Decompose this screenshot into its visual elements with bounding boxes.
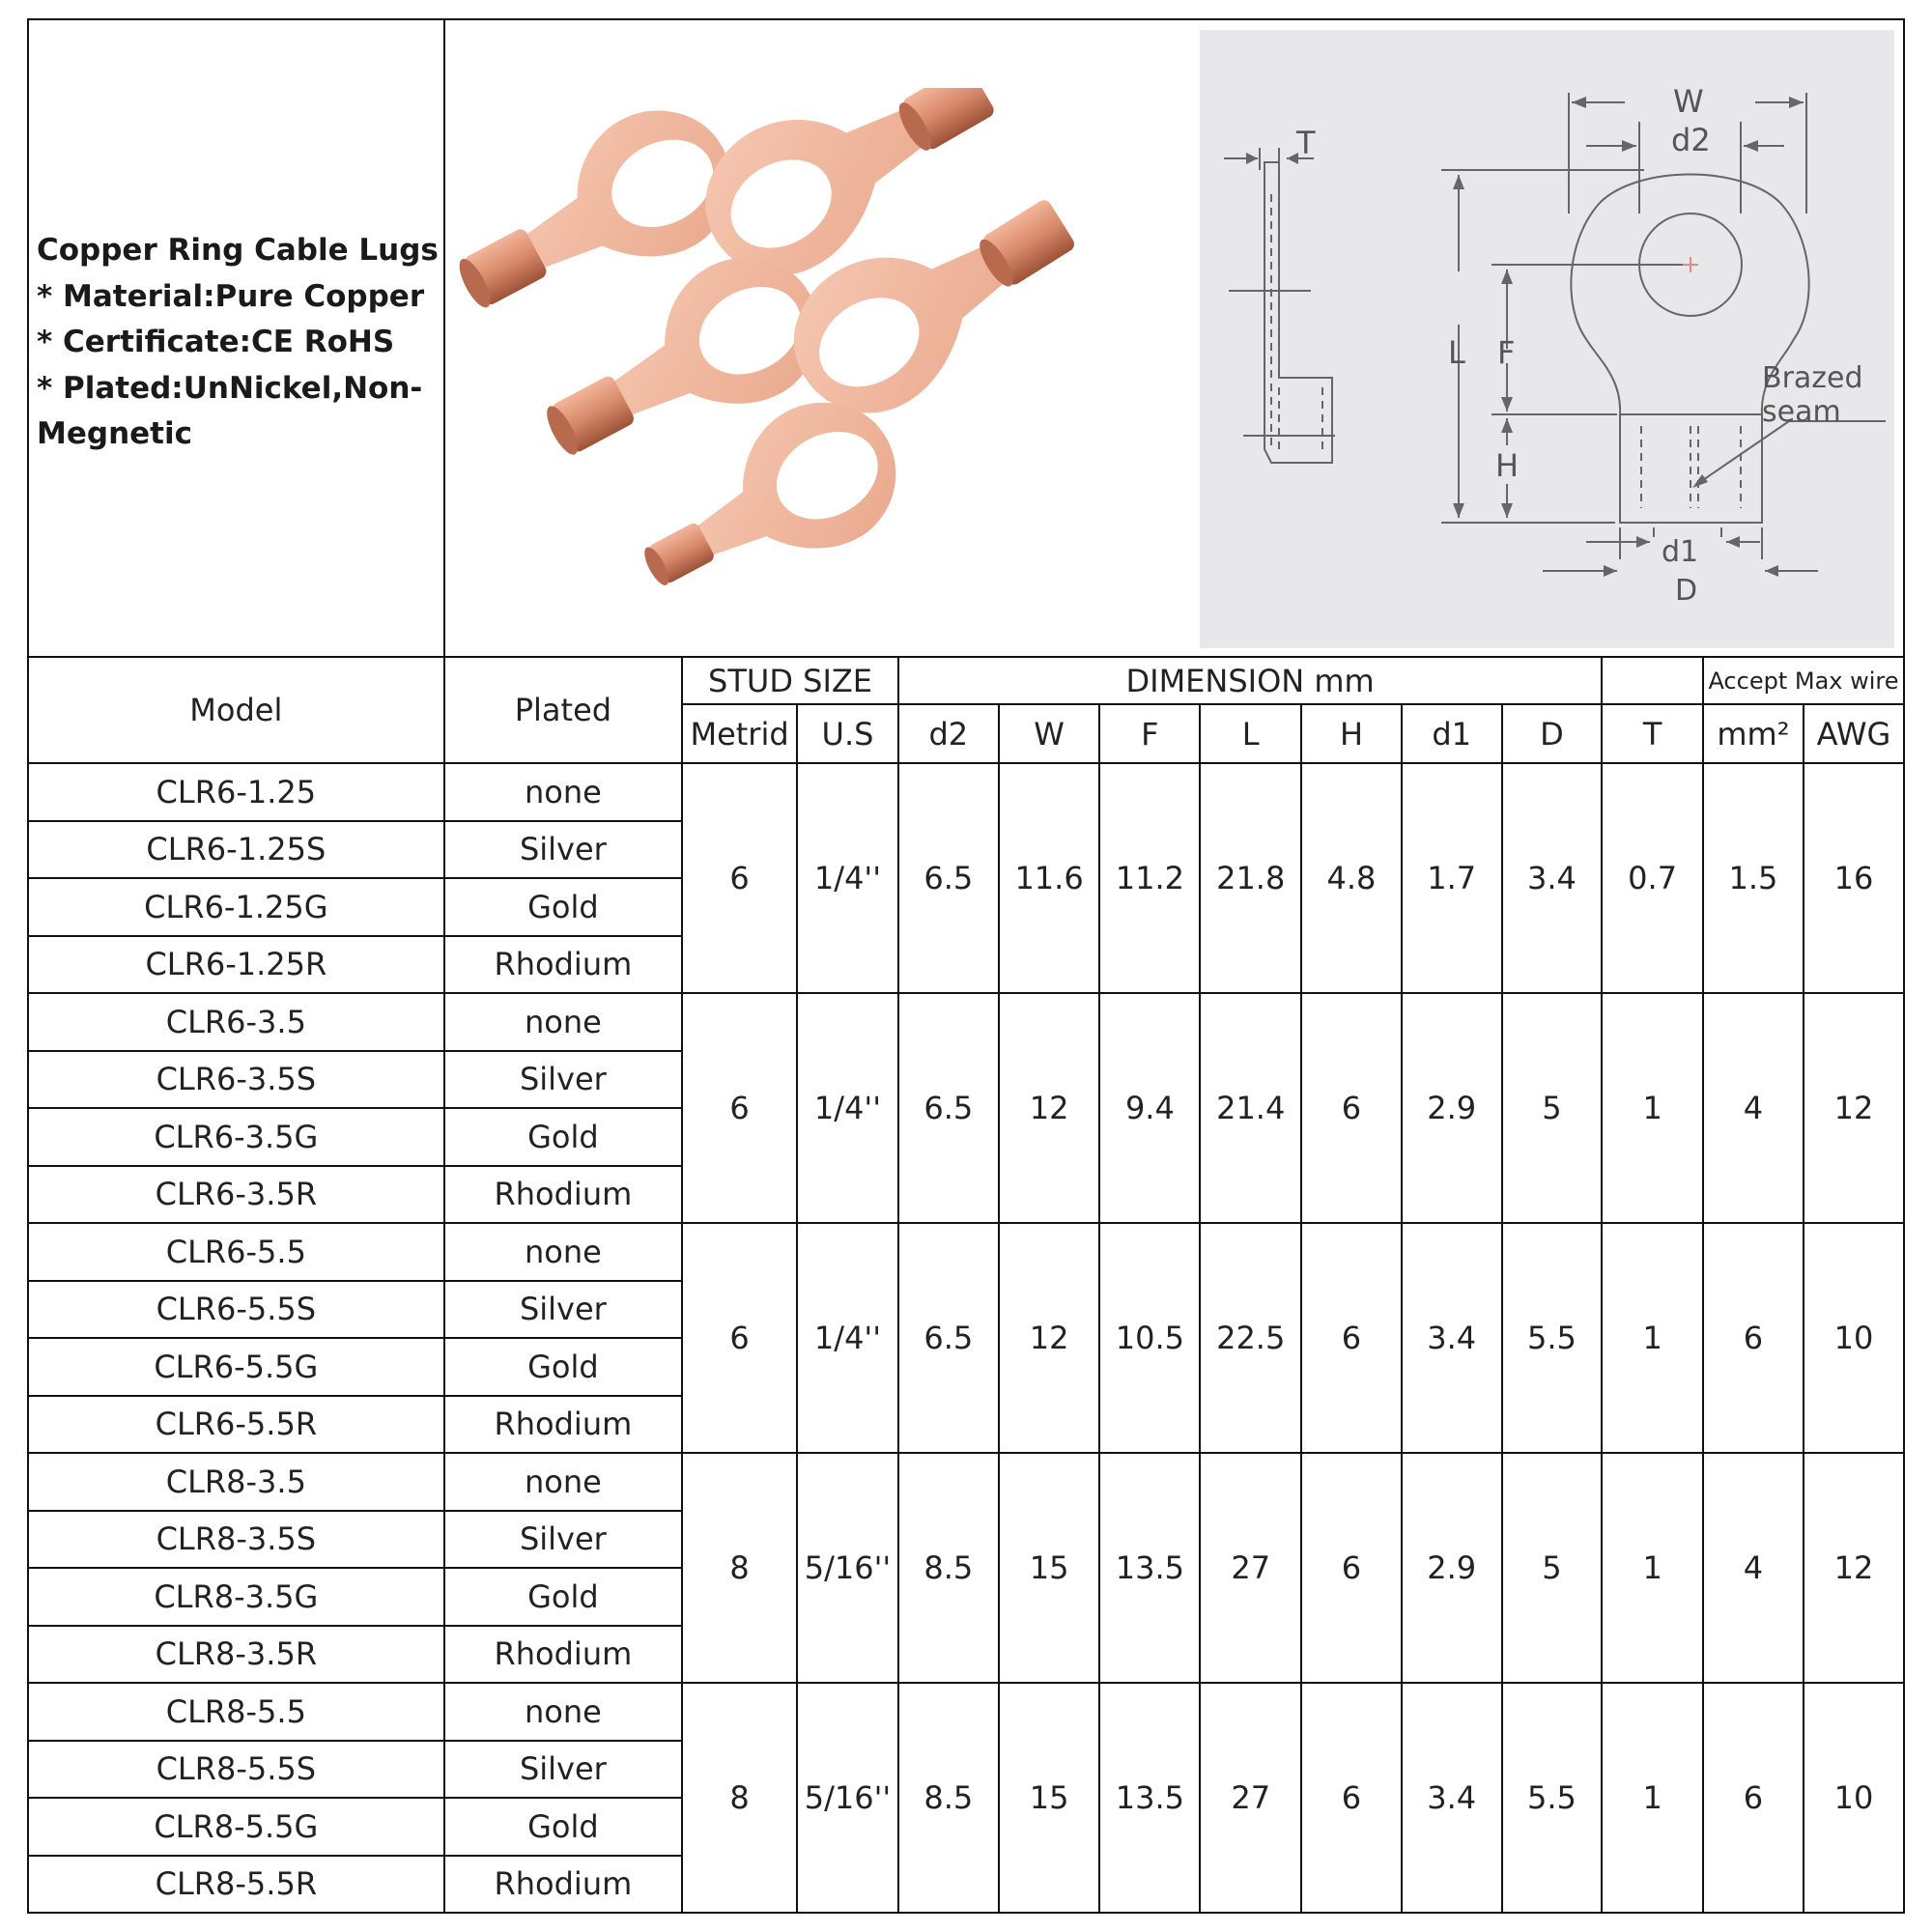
label-seam: seam: [1762, 395, 1841, 429]
plated-cell: Gold: [444, 1568, 682, 1626]
technical-drawing: [1200, 30, 1894, 648]
plated-cell: Gold: [444, 1108, 682, 1166]
spec-d1-cell: 3.4: [1402, 1223, 1502, 1453]
spec-metric-cell: 6: [682, 763, 797, 993]
spec-l-cell: 21.4: [1200, 993, 1301, 1223]
bullet-plated: * Plated:UnNickel,Non- Megnetic: [37, 370, 423, 451]
model-cell: CLR6-3.5: [28, 993, 444, 1051]
header-d1: d1: [1402, 704, 1502, 763]
product-photo: [455, 88, 1184, 629]
spec-w-cell: 15: [999, 1453, 1100, 1683]
plated-cell: Rhodium: [444, 1856, 682, 1914]
model-cell: CLR8-3.5R: [28, 1626, 444, 1684]
spec-us-cell: 1/4'': [797, 763, 898, 993]
spec-h-cell: 6: [1301, 1223, 1402, 1453]
header-stud-size: STUD SIZE: [682, 657, 898, 704]
ring-lug-5: [614, 376, 922, 629]
plated-cell: Silver: [444, 1511, 682, 1569]
spec-l-cell: 21.8: [1200, 763, 1301, 993]
header-mm2: mm²: [1703, 704, 1804, 763]
spec-mm2-cell: 4: [1703, 993, 1804, 1223]
bullet-material: * Material:Pure Copper: [37, 278, 425, 314]
description-cell: [27, 18, 445, 658]
header-t: T: [1602, 704, 1703, 763]
spec-w-cell: 11.6: [999, 763, 1100, 993]
plated-cell: Rhodium: [444, 1166, 682, 1224]
spec-mm2-cell: 1.5: [1703, 763, 1804, 993]
spec-metric-cell: 8: [682, 1683, 797, 1913]
model-cell: CLR8-3.5S: [28, 1511, 444, 1569]
spec-d2-cell: 6.5: [898, 993, 999, 1223]
spec-l-cell: 27: [1200, 1453, 1301, 1683]
spec-f-cell: 9.4: [1099, 993, 1200, 1223]
plated-cell: none: [444, 1683, 682, 1741]
spec-t-cell: 0.7: [1602, 763, 1703, 993]
header-us: U.S: [797, 704, 898, 763]
model-cell: CLR8-5.5R: [28, 1856, 444, 1914]
spec-w-cell: 12: [999, 993, 1100, 1223]
label-T: T: [1296, 125, 1316, 161]
product-title: Copper Ring Cable Lugs: [37, 233, 439, 268]
spec-h-cell: 6: [1301, 993, 1402, 1223]
model-cell: CLR8-5.5G: [28, 1798, 444, 1856]
plated-cell: Silver: [444, 821, 682, 879]
spec-d1-cell: 3.4: [1402, 1683, 1502, 1913]
model-cell: CLR6-1.25G: [28, 878, 444, 936]
spec-sheet: [27, 18, 1905, 1927]
spec-table: [27, 656, 1905, 1914]
plated-cell: Rhodium: [444, 936, 682, 994]
spec-us-cell: 1/4'': [797, 993, 898, 1223]
spec-d1-cell: 1.7: [1402, 763, 1502, 993]
spec-us-cell: 5/16'': [797, 1683, 898, 1913]
model-cell: CLR8-5.5: [28, 1683, 444, 1741]
model-cell: CLR6-5.5: [28, 1223, 444, 1281]
spec-metric-cell: 6: [682, 993, 797, 1223]
spec-d-cell: 5.5: [1502, 1223, 1603, 1453]
header-l: L: [1200, 704, 1301, 763]
plated-cell: Gold: [444, 1338, 682, 1396]
plated-cell: Silver: [444, 1741, 682, 1799]
spec-awg-cell: 12: [1804, 993, 1904, 1223]
header-f: F: [1099, 704, 1200, 763]
plated-cell: Gold: [444, 1798, 682, 1856]
spec-d2-cell: 6.5: [898, 1223, 999, 1453]
model-cell: CLR6-5.5S: [28, 1281, 444, 1339]
plated-cell: none: [444, 1453, 682, 1511]
table-row: [28, 1683, 1904, 1741]
model-cell: CLR8-3.5: [28, 1453, 444, 1511]
spec-d-cell: 5: [1502, 1453, 1603, 1683]
model-cell: CLR6-1.25: [28, 763, 444, 821]
model-cell: CLR6-5.5G: [28, 1338, 444, 1396]
image-cell: [443, 18, 1905, 658]
header-w: W: [999, 704, 1100, 763]
spec-l-cell: 27: [1200, 1683, 1301, 1913]
table-row: [28, 993, 1904, 1051]
spec-mm2-cell: 6: [1703, 1683, 1804, 1913]
model-cell: CLR8-5.5S: [28, 1741, 444, 1799]
spec-d2-cell: 6.5: [898, 763, 999, 993]
spec-awg-cell: 16: [1804, 763, 1904, 993]
spec-awg-cell: 10: [1804, 1223, 1904, 1453]
spec-w-cell: 12: [999, 1223, 1100, 1453]
model-cell: CLR6-3.5G: [28, 1108, 444, 1166]
spec-l-cell: 22.5: [1200, 1223, 1301, 1453]
spec-t-cell: 1: [1602, 1453, 1703, 1683]
header-h: H: [1301, 704, 1402, 763]
spec-h-cell: 6: [1301, 1683, 1402, 1913]
spec-mm2-cell: 6: [1703, 1223, 1804, 1453]
label-H: H: [1495, 447, 1520, 484]
plated-cell: none: [444, 763, 682, 821]
spec-d1-cell: 2.9: [1402, 1453, 1502, 1683]
plated-cell: Rhodium: [444, 1396, 682, 1454]
model-cell: CLR6-5.5R: [28, 1396, 444, 1454]
spec-us-cell: 5/16'': [797, 1453, 898, 1683]
header-model: Model: [28, 657, 444, 763]
plated-cell: none: [444, 993, 682, 1051]
label-W: W: [1673, 83, 1704, 120]
spec-d-cell: 5.5: [1502, 1683, 1603, 1913]
header-metric: Metrid: [682, 704, 797, 763]
spec-d1-cell: 2.9: [1402, 993, 1502, 1223]
spec-f-cell: 11.2: [1099, 763, 1200, 993]
header-d: D: [1502, 704, 1603, 763]
spec-h-cell: 4.8: [1301, 763, 1402, 993]
spec-f-cell: 10.5: [1099, 1223, 1200, 1453]
plated-cell: Silver: [444, 1281, 682, 1339]
label-brazed: Brazed: [1762, 361, 1863, 395]
header-awg: AWG: [1804, 704, 1904, 763]
header-blank: [1602, 657, 1703, 704]
spec-t-cell: 1: [1602, 1683, 1703, 1913]
header-d2: d2: [898, 704, 999, 763]
model-cell: CLR8-3.5G: [28, 1568, 444, 1626]
plated-cell: Gold: [444, 878, 682, 936]
bullet-certificate: * Certificate:CE RoHS: [37, 325, 395, 359]
table-row: [28, 1453, 1904, 1511]
model-cell: CLR6-3.5R: [28, 1166, 444, 1224]
header-plated: Plated: [444, 657, 682, 763]
plated-cell: none: [444, 1223, 682, 1281]
label-d1: d1: [1662, 535, 1699, 569]
table-row: [28, 1223, 1904, 1281]
spec-f-cell: 13.5: [1099, 1453, 1200, 1683]
spec-awg-cell: 10: [1804, 1683, 1904, 1913]
header-dimension: DIMENSION mm: [898, 657, 1602, 704]
spec-t-cell: 1: [1602, 1223, 1703, 1453]
spec-metric-cell: 6: [682, 1223, 797, 1453]
product-description: [37, 228, 442, 458]
spec-us-cell: 1/4'': [797, 1223, 898, 1453]
spec-d-cell: 5: [1502, 993, 1603, 1223]
model-cell: CLR6-1.25R: [28, 936, 444, 994]
model-cell: CLR6-1.25S: [28, 821, 444, 879]
spec-awg-cell: 12: [1804, 1453, 1904, 1683]
label-d2: d2: [1671, 122, 1711, 158]
plated-cell: Rhodium: [444, 1626, 682, 1684]
spec-d2-cell: 8.5: [898, 1453, 999, 1683]
model-cell: CLR6-3.5S: [28, 1051, 444, 1109]
label-L: L: [1448, 334, 1465, 371]
table-row: [28, 763, 1904, 821]
spec-d-cell: 3.4: [1502, 763, 1603, 993]
spec-t-cell: 1: [1602, 993, 1703, 1223]
spec-f-cell: 13.5: [1099, 1683, 1200, 1913]
spec-w-cell: 15: [999, 1683, 1100, 1913]
label-F: F: [1497, 334, 1516, 371]
label-D: D: [1675, 574, 1698, 608]
header-accept-max-wire: Accept Max wire: [1703, 657, 1904, 704]
plated-cell: Silver: [444, 1051, 682, 1109]
spec-mm2-cell: 4: [1703, 1453, 1804, 1683]
spec-d2-cell: 8.5: [898, 1683, 999, 1913]
spec-h-cell: 6: [1301, 1453, 1402, 1683]
spec-metric-cell: 8: [682, 1453, 797, 1683]
